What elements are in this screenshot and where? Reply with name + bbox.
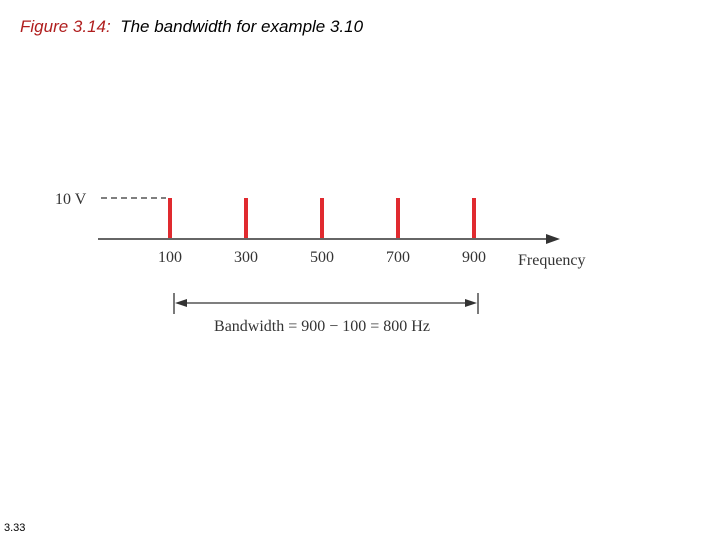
tick-label-500: 500 xyxy=(310,249,334,266)
tick-label-300: 300 xyxy=(234,249,258,266)
amplitude-label: 10 V xyxy=(55,191,87,208)
frequency-axis-label: Frequency xyxy=(518,252,586,269)
spectrum-bar-700 xyxy=(396,198,400,238)
page-number: 3.33 xyxy=(4,522,26,534)
bandwidth-label: Bandwidth = 900 − 100 = 800 Hz xyxy=(214,318,430,335)
frequency-axis-arrowhead xyxy=(546,234,560,244)
figure-label: Figure 3.14: xyxy=(20,17,111,36)
figure-caption: The bandwidth for example 3.10 xyxy=(120,17,364,36)
frequency-tick-labels xyxy=(158,249,486,266)
bandwidth-left-arrowhead xyxy=(175,299,187,307)
spectrum-bar-100 xyxy=(168,198,172,238)
tick-label-100: 100 xyxy=(158,249,182,266)
tick-label-700: 700 xyxy=(386,249,410,266)
bandwidth-right-arrowhead xyxy=(465,299,477,307)
spectrum-bar-900 xyxy=(472,198,476,238)
spectrum-bar-300 xyxy=(244,198,248,238)
spectrum-bars xyxy=(168,198,476,238)
tick-label-900: 900 xyxy=(462,249,486,266)
spectrum-bar-500 xyxy=(320,198,324,238)
